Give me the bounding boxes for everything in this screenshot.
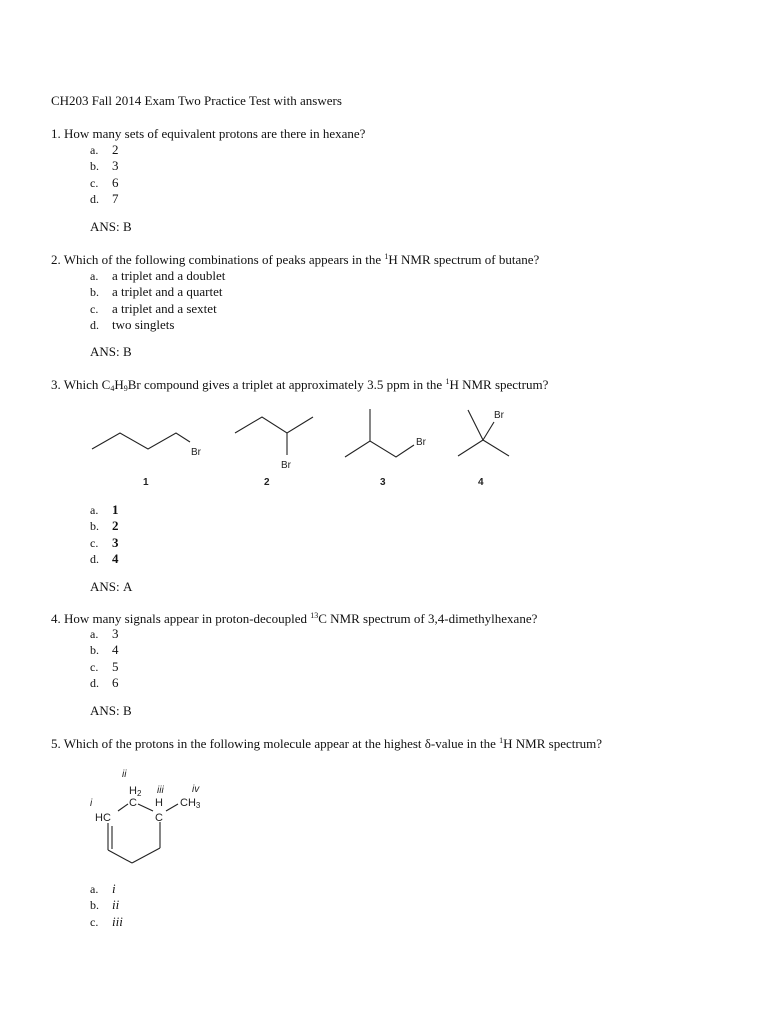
question-4-answer: ANS: B xyxy=(90,703,132,718)
option: b. ii xyxy=(90,897,120,913)
ch-carbon-label: C xyxy=(155,812,163,824)
methylcyclohexene-structure xyxy=(0,760,768,880)
option: b. 2 xyxy=(90,518,119,534)
option: a. 1 xyxy=(90,502,119,517)
bromine-label-2: Br xyxy=(281,460,291,471)
option: d. two singlets xyxy=(90,316,175,332)
h2-label: H2 xyxy=(129,785,142,798)
h-label: H xyxy=(155,797,163,809)
question-4-options xyxy=(90,626,119,691)
question-1-options xyxy=(90,142,119,207)
question-3-answer: ANS: A xyxy=(90,579,133,594)
bromobutane-structures xyxy=(0,400,768,495)
option: c. 5 xyxy=(90,658,119,674)
option: a. a triplet and a doublet xyxy=(90,268,226,283)
question-5-options xyxy=(90,881,123,930)
structure-number-4: 4 xyxy=(478,477,484,488)
structure-3-figure xyxy=(345,409,427,457)
option: c. a triplet and a sextet xyxy=(90,300,217,316)
question-3-options xyxy=(90,502,119,567)
structure-number-2: 2 xyxy=(264,477,270,488)
proton-label-i: i xyxy=(90,798,93,809)
option: b. 4 xyxy=(90,642,119,658)
document-title: CH203 Fall 2014 Exam Two Practice Test with answers xyxy=(51,93,342,108)
structure-number-1: 1 xyxy=(143,477,149,488)
option: b. a triplet and a quartet xyxy=(90,284,223,300)
question-5-stem: 5. Which of the protons in the following molecule appear at the highest δ-value in the $^1$H NMR spectrum? xyxy=(51,736,603,751)
question-1-stem: 1. How many sets of equivalent protons are there in hexane? xyxy=(51,126,366,141)
question-1-answer: ANS: B xyxy=(90,219,132,234)
bromine-label-3: Br xyxy=(416,437,426,448)
option: a. 2 xyxy=(90,142,119,157)
option: c. 6 xyxy=(90,174,119,190)
bromine-label-4: Br xyxy=(494,410,504,421)
structure-number-3: 3 xyxy=(380,477,386,488)
option: c. 3 xyxy=(90,534,119,550)
hc-atom-label: HC xyxy=(95,812,111,824)
proton-label-ii: ii xyxy=(122,769,127,780)
structure-1-figure xyxy=(92,433,202,458)
option: c. iii xyxy=(90,913,123,929)
question-2-answer: ANS: B xyxy=(90,344,132,359)
option: a. 3 xyxy=(90,626,119,641)
ch3-label: CH3 xyxy=(180,797,201,810)
ch2-carbon-label: C xyxy=(129,797,137,809)
option: d. 6 xyxy=(90,674,119,690)
option: d. 7 xyxy=(90,190,119,206)
proton-label-iii: iii xyxy=(157,785,164,796)
bromine-label-1: Br xyxy=(191,447,201,458)
option: a. i xyxy=(90,881,116,896)
option: d. 4 xyxy=(90,550,119,566)
question-2-stem: 2. Which of the following combinations of peaks appears in the $^1$H NMR spectrum of butane? xyxy=(51,252,540,267)
question-4-stem: 4. How many signals appear in proton-decoupled $^{13}$C NMR spectrum of 3,4-dimethylhexane? xyxy=(51,611,538,626)
structure-4-figure xyxy=(458,410,509,456)
question-3-stem: 3. Which $C_4H_9Br$ compound gives a triplet at approximately 3.5 ppm in the $^1$H NMR spectrum? xyxy=(51,377,549,393)
proton-label-iv: iv xyxy=(192,784,200,795)
option: b. 3 xyxy=(90,158,119,174)
question-2-options xyxy=(90,268,225,333)
structure-2-figure xyxy=(235,417,313,471)
